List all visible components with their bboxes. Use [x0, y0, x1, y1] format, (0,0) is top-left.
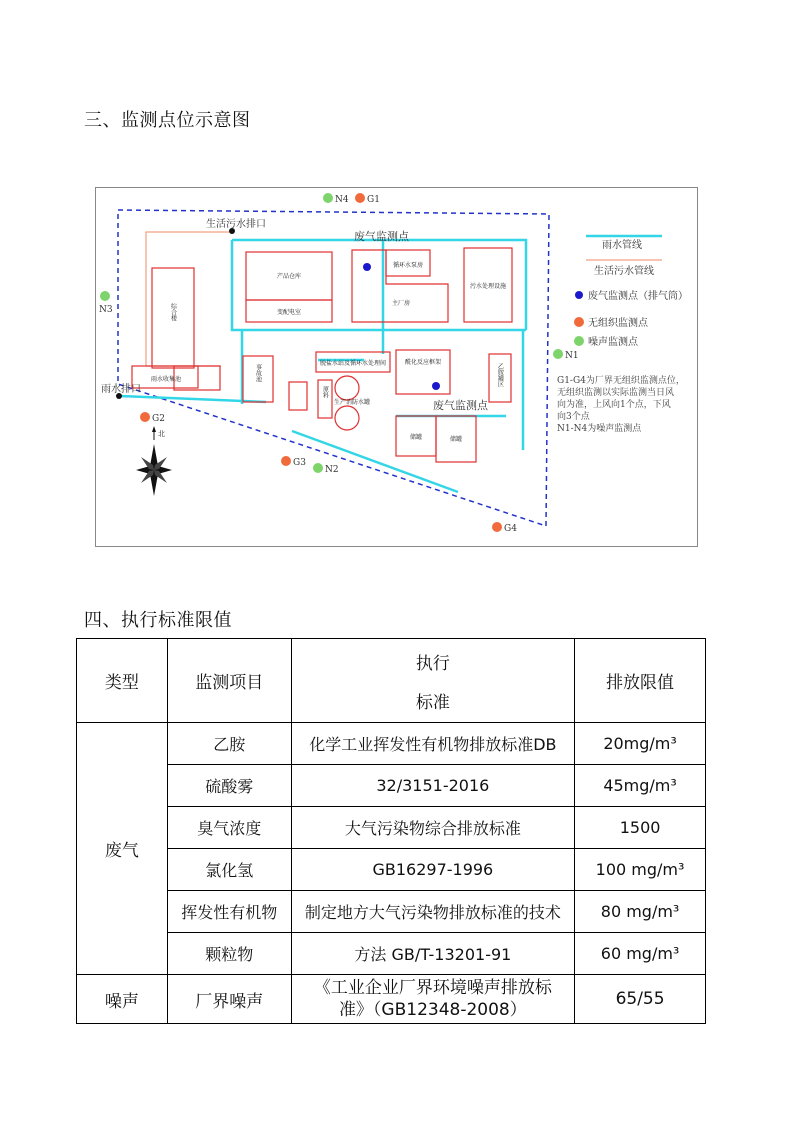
noise-standard-line2: 准》（GB12348-2008）: [338, 1000, 527, 1020]
cell-standard: GB16297-1996: [291, 849, 575, 891]
monitoring-point-map: [95, 187, 698, 547]
cell-standard: 32/3151-2016: [291, 765, 575, 807]
legend-noise: 噪声监测点: [588, 337, 638, 348]
building-tank-circle-1: [335, 376, 359, 400]
section3-heading: 三、监测点位示意图: [84, 110, 251, 131]
table-row: [77, 933, 706, 975]
legend-note-4: 向3个点: [557, 412, 590, 422]
cell-noise-limit: 65/55: [575, 975, 706, 1024]
legend-waste-gas: 废气监测点（排气筒）: [588, 291, 688, 302]
cell-standard: 方法 GB/T-13201-91: [291, 933, 575, 975]
legend-note-3: 向为准，上风向1个点，下风: [557, 400, 671, 410]
header-item: 监测项目: [167, 639, 291, 723]
cell-item: 臭气浓度: [167, 807, 291, 849]
table-row: [77, 723, 706, 765]
label-substation: 变配电室: [276, 309, 302, 316]
label-g4: G4: [504, 524, 517, 534]
noise-point-n4: [323, 193, 333, 203]
label-storage-pile: 原料: [321, 386, 329, 398]
domestic-sewage-pipe: [146, 232, 231, 366]
unorganized-point-g4: [492, 522, 502, 532]
unorganized-point-g2: [140, 412, 150, 422]
label-rain-collect: 雨水收集池: [150, 376, 182, 383]
header-standard: [291, 639, 575, 723]
unorganized-point-g1: [355, 193, 365, 203]
cell-limit: 60 mg/m³: [575, 933, 706, 975]
waste-gas-point-1: [363, 263, 371, 271]
legend: [557, 236, 688, 434]
table-row: [77, 765, 706, 807]
label-sewage-facility: 污水处理设施: [469, 283, 507, 290]
cell-noise-item: 厂界噪声: [167, 975, 291, 1024]
header-standard-line1: 执行: [415, 653, 450, 674]
label-waste-gas-1: 废气监测点: [354, 230, 409, 243]
cell-standard: 大气污染物综合排放标准: [291, 807, 575, 849]
cell-limit: 100 mg/m³: [575, 849, 706, 891]
label-production-pool: 生产消防水罐: [333, 399, 371, 406]
cell-item: 硫酸雾: [167, 765, 291, 807]
cell-limit: 45mg/m³: [575, 765, 706, 807]
legend-note-5: N1-N4为噪声监测点: [557, 424, 642, 434]
cell-item: 氯化氢: [167, 849, 291, 891]
north-label: 北: [158, 430, 165, 438]
label-n2: N2: [325, 465, 339, 475]
cell-item: 乙胺: [167, 723, 291, 765]
table-row: [77, 807, 706, 849]
noise-point-n3: [100, 291, 110, 301]
label-rain-outlet: 雨水排口: [101, 384, 141, 395]
label-domestic-outlet: 生活污水排口: [206, 219, 266, 230]
label-amine-tank: 乙胺罐区: [496, 363, 504, 387]
standard-limits-table: [76, 638, 706, 1024]
label-g3: G3: [293, 458, 306, 468]
cell-limit: 80 mg/m³: [575, 891, 706, 933]
building-amide-frame: [396, 350, 450, 394]
header-type: 类型: [77, 639, 168, 723]
header-standard-line2: 标准: [415, 692, 450, 713]
label-circulating-pump: 循环水泵房: [392, 262, 424, 269]
legend-domestic-pipe: 生活污水管线: [594, 266, 654, 277]
label-n4: N4: [335, 195, 349, 205]
cell-limit: 20mg/m³: [575, 723, 706, 765]
waste-gas-point-2: [432, 382, 440, 390]
cell-standard: 化学工业挥发性有机物排放标准DB: [291, 723, 575, 765]
building-small: [289, 382, 307, 410]
label-main-plant: 主厂房: [391, 300, 411, 307]
cell-gas-type: 废气: [77, 723, 168, 975]
noise-standard-line1: 《工业企业厂界环境噪声排放标: [313, 978, 552, 998]
cell-limit: 1500: [575, 807, 706, 849]
label-n1: N1: [565, 351, 579, 361]
section4-heading: 四、执行标准限值: [84, 610, 232, 631]
header-limit: 排放限值: [575, 639, 706, 723]
table-row: [77, 849, 706, 891]
cell-noise-type: 噪声: [77, 975, 168, 1024]
cell-item: 颗粒物: [167, 933, 291, 975]
legend-rain-pipe: 雨水管线: [602, 240, 642, 251]
legend-note-2: 无组织监测以实际监测当日风: [557, 388, 675, 398]
label-amide-frame: 酰化反应框架: [404, 359, 442, 366]
label-tank1: 储罐: [409, 434, 423, 441]
label-accident-pool: 事故池: [254, 364, 262, 382]
label-waste-gas-2: 废气监测点: [433, 399, 488, 412]
building-tank-circle-2: [335, 406, 359, 430]
legend-note-1: G1-G4为厂界无组织监测点位，: [557, 376, 685, 386]
label-desalt-station: 脱盐水站及循环水处理间: [319, 360, 387, 367]
legend-unorganized: 无组织监测点: [588, 318, 648, 329]
label-composite: 综合楼: [169, 303, 177, 321]
compass-icon: [136, 426, 172, 496]
label-tank2: 储罐: [449, 436, 463, 443]
label-warehouse: 产品仓库: [276, 273, 302, 280]
table-header-row: [77, 639, 706, 723]
noise-point-n2: [313, 463, 323, 473]
cell-noise-standard: [291, 975, 575, 1024]
site-plan-diagram: [96, 188, 699, 548]
buildings: [132, 248, 512, 462]
cell-item: 挥发性有机物: [167, 891, 291, 933]
unorganized-point-g3: [281, 456, 291, 466]
table-row: [77, 891, 706, 933]
label-n3: N3: [99, 305, 113, 315]
noise-point-n1: [553, 349, 563, 359]
label-g2: G2: [152, 414, 165, 424]
cell-standard: 制定地方大气污染物排放标准的技术: [291, 891, 575, 933]
table-row-noise: [77, 975, 706, 1024]
label-g1: G1: [367, 195, 380, 205]
building-main-plant: [352, 250, 448, 322]
